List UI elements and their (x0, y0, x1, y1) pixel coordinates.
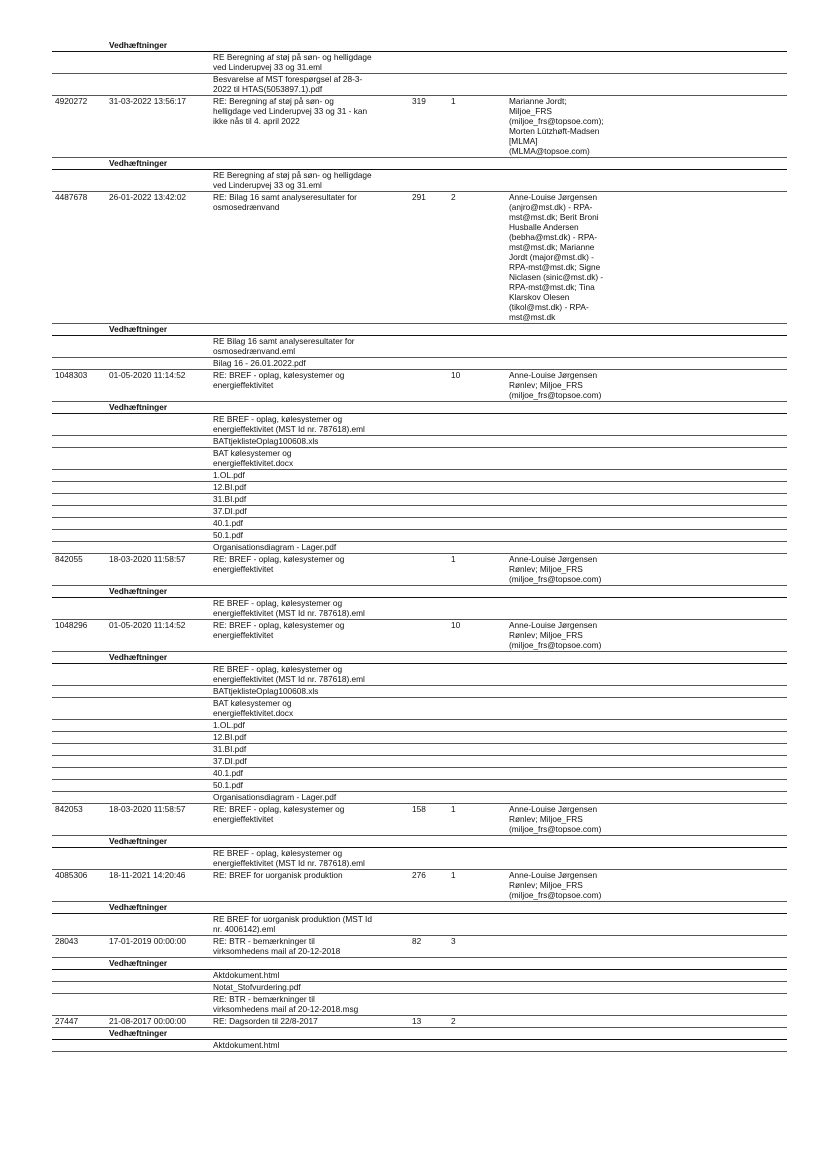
attachment-row (52, 414, 787, 436)
attachment-file[interactable]: Organisationsdiagram - Lager.pdf (213, 792, 337, 802)
message-attachment-count: 1 (451, 96, 456, 106)
attachment-row (52, 970, 787, 982)
attachment-file[interactable]: RE BREF - oplag, kølesystemer og energieffektivitet (MST Id nr. 787618).eml (213, 414, 365, 434)
attachments-header-row (52, 586, 787, 598)
attachment-file[interactable]: 1.OL.pdf (213, 720, 245, 730)
message-date: 01-05-2020 11:14:52 (109, 620, 186, 630)
message-subject[interactable]: RE: BTR - bemærkninger til virksomhedens mail af 20-12-2018 (213, 936, 341, 956)
message-subject[interactable]: RE: BREF - oplag, kølesystemer og energieffektivitet (213, 554, 345, 574)
attachments-label: Vedhæftninger (109, 324, 168, 334)
attachment-row (52, 448, 787, 470)
attachment-file[interactable]: RE Bilag 16 samt analyseresultater for osmosedrænvand.eml (213, 336, 355, 356)
attachment-row (52, 170, 787, 192)
attachments-label: Vedhæftninger (109, 586, 168, 596)
attachments-label: Vedhæftninger (109, 1028, 168, 1038)
message-row (52, 96, 787, 158)
attachment-file[interactable]: 50.1.pdf (213, 530, 243, 540)
message-size: 291 (412, 192, 426, 202)
attachment-row (52, 518, 787, 530)
attachment-file[interactable]: RE Beregning af støj på søn- og helligdage ved Linderupvej 33 og 31.eml (213, 170, 372, 190)
message-subject[interactable]: RE: BREF - oplag, kølesystemer og energieffektivitet (213, 370, 345, 390)
message-recipients: Anne-Louise Jørgensen Rønlev; Miljoe_FRS (miljoe_frs@topsoe.com) (509, 554, 602, 584)
message-date: 26-01-2022 13:42:02 (109, 192, 187, 202)
message-id: 28043 (55, 936, 79, 946)
message-subject[interactable]: RE: Dagsorden til 22/8-2017 (213, 1016, 318, 1026)
attachments-label: Vedhæftninger (109, 902, 168, 912)
message-recipients: Anne-Louise Jørgensen (anjro@mst.dk) - RPA- mst@mst.dk; Berit Broni Husballe Andersen (bebha@mst.dk) - RPA- mst@mst.dk; Marianne Jordt (major@mst.dk) - RPA-mst@mst.dk; Signe Niclasen (sinic@mst.dk) - RPA-mst@mst.dk; Tina Klarskov Olesen (tikol@mst.dk) - RPA- mst@mst.dk (509, 192, 604, 322)
attachment-file[interactable]: 37.DI.pdf (213, 506, 247, 516)
attachment-row (52, 664, 787, 686)
attachment-row (52, 506, 787, 518)
message-date: 21-08-2017 00:00:00 (109, 1016, 187, 1026)
message-size: 319 (412, 96, 426, 106)
attachment-file[interactable]: 12.BI.pdf (213, 732, 247, 742)
message-attachment-count: 2 (451, 192, 456, 202)
attachment-file[interactable]: RE Beregning af støj på søn- og helligdage ved Linderupvej 33 og 31.eml (213, 52, 372, 72)
message-attachment-count: 10 (451, 620, 461, 630)
attachment-file[interactable]: Besvarelse af MST forespørgsel af 28-3- 2022 til HTAS(5053897.1).pdf (213, 74, 363, 94)
attachments-label: Vedhæftninger (109, 402, 168, 412)
attachment-row (52, 336, 787, 358)
attachments-label: Vedhæftninger (109, 958, 168, 968)
attachment-row (52, 52, 787, 74)
attachments-header-row (52, 902, 787, 914)
attachment-row (52, 698, 787, 720)
message-row (52, 1016, 787, 1028)
attachment-file[interactable]: 37.DI.pdf (213, 756, 247, 766)
message-size: 13 (412, 1016, 422, 1026)
message-attachment-count: 2 (451, 1016, 456, 1026)
message-date: 17-01-2019 00:00:00 (109, 936, 187, 946)
attachment-row (52, 744, 787, 756)
attachments-header-row (52, 958, 787, 970)
attachment-file[interactable]: 12.BI.pdf (213, 482, 247, 492)
message-id: 1048296 (55, 620, 88, 630)
attachment-file[interactable]: 40.1.pdf (213, 768, 243, 778)
attachment-row (52, 358, 787, 370)
message-subject[interactable]: RE: Beregning af støj på søn- og helligdage ved Linderupvej 33 og 31 - kan ikke nås til 4. april 2022 (213, 96, 368, 126)
message-id: 842053 (55, 804, 83, 814)
attachment-row (52, 494, 787, 506)
message-date: 18-03-2020 11:58:57 (109, 804, 186, 814)
attachment-row (52, 436, 787, 448)
message-recipients: Anne-Louise Jørgensen Rønlev; Miljoe_FRS (miljoe_frs@topsoe.com) (509, 804, 602, 834)
message-subject[interactable]: RE: BREF - oplag, kølesystemer og energieffektivitet (213, 620, 345, 640)
attachments-header-row (52, 1028, 787, 1040)
attachment-row (52, 780, 787, 792)
attachment-row (52, 768, 787, 780)
attachments-header-row (52, 836, 787, 848)
attachment-file[interactable]: RE: BTR - bemærkninger til virksomhedens mail af 20-12-2018.msg (213, 994, 359, 1014)
message-id: 4487678 (55, 192, 88, 202)
attachment-file[interactable]: 50.1.pdf (213, 780, 243, 790)
attachment-row (52, 598, 787, 620)
message-row (52, 192, 787, 324)
attachment-file[interactable]: BAT kølesystemer og energieffektivitet.docx (213, 698, 294, 718)
attachment-file[interactable]: RE BREF - oplag, kølesystemer og energieffektivitet (MST Id nr. 787618).eml (213, 598, 365, 618)
attachment-file[interactable]: Aktdokument.html (213, 1040, 280, 1050)
attachment-row (52, 1040, 787, 1052)
message-row (52, 620, 787, 652)
attachment-row (52, 994, 787, 1016)
message-date: 18-11-2021 14:20:46 (109, 870, 186, 880)
attachments-header-row (52, 402, 787, 414)
attachment-file[interactable]: RE BREF - oplag, kølesystemer og energieffektivitet (MST Id nr. 787618).eml (213, 848, 365, 868)
attachments-label: Vedhæftninger (109, 836, 168, 846)
journal-table (52, 40, 787, 1052)
message-row (52, 870, 787, 902)
message-recipients: Anne-Louise Jørgensen Rønlev; Miljoe_FRS (miljoe_frs@topsoe.com) (509, 370, 602, 400)
attachment-file[interactable]: RE BREF - oplag, kølesystemer og energieffektivitet (MST Id nr. 787618).eml (213, 664, 365, 684)
attachment-row (52, 732, 787, 744)
message-date: 31-03-2022 13:56:17 (109, 96, 187, 106)
message-date: 01-05-2020 11:14:52 (109, 370, 186, 380)
attachment-file[interactable]: Bilag 16 - 26.01.2022.pdf (213, 358, 306, 368)
attachments-header-row (52, 652, 787, 664)
message-subject[interactable]: RE: BREF for uorganisk produktion (213, 870, 343, 880)
attachments-header-row (52, 40, 787, 52)
attachment-file[interactable]: 1.OL.pdf (213, 470, 245, 480)
attachment-row (52, 530, 787, 542)
message-attachment-count: 1 (451, 870, 456, 880)
attachment-file[interactable]: Aktdokument.html (213, 970, 280, 980)
message-recipients: Marianne Jordt; Miljoe_FRS (miljoe_frs@topsoe.com); Morten Lützhøft-Madsen [MLMA] (MLMA@topsoe.com) (509, 96, 604, 156)
message-id: 4920272 (55, 96, 88, 106)
message-recipients: Anne-Louise Jørgensen Rønlev; Miljoe_FRS (miljoe_frs@topsoe.com) (509, 870, 602, 900)
message-id: 27447 (55, 1016, 79, 1026)
attachment-file[interactable]: BATtjeklisteOplag100608.xls (213, 436, 319, 446)
attachment-row (52, 542, 787, 554)
attachments-label: Vedhæftninger (109, 40, 168, 50)
attachment-file[interactable]: Organisationsdiagram - Lager.pdf (213, 542, 337, 552)
message-row (52, 370, 787, 402)
attachment-row (52, 914, 787, 936)
message-attachment-count: 1 (451, 554, 456, 564)
attachments-label: Vedhæftninger (109, 158, 168, 168)
message-row (52, 804, 787, 836)
attachments-header-row (52, 324, 787, 336)
attachment-row (52, 792, 787, 804)
message-id: 842055 (55, 554, 83, 564)
attachment-file[interactable]: 40.1.pdf (213, 518, 243, 528)
attachment-row (52, 848, 787, 870)
message-attachment-count: 1 (451, 804, 456, 814)
attachments-header-row (52, 158, 787, 170)
message-size: 158 (412, 804, 426, 814)
attachment-file[interactable]: 31.BI.pdf (213, 744, 247, 754)
attachment-row (52, 982, 787, 994)
message-id: 1048303 (55, 370, 88, 380)
attachment-file[interactable]: 31.BI.pdf (213, 494, 247, 504)
message-date: 18-03-2020 11:58:57 (109, 554, 186, 564)
message-subject[interactable]: RE: BREF - oplag, kølesystemer og energieffektivitet (213, 804, 345, 824)
message-subject[interactable]: RE: Bilag 16 samt analyseresultater for osmosedrænvand (213, 192, 357, 212)
attachment-row (52, 756, 787, 768)
message-attachment-count: 3 (451, 936, 456, 946)
attachments-label: Vedhæftninger (109, 652, 168, 662)
attachment-file[interactable]: BATtjeklisteOplag100608.xls (213, 686, 319, 696)
attachment-file[interactable]: BAT kølesystemer og energieffektivitet.docx (213, 448, 294, 468)
message-row (52, 554, 787, 586)
message-attachment-count: 10 (451, 370, 461, 380)
attachment-row (52, 74, 787, 96)
attachment-row (52, 720, 787, 732)
attachment-row (52, 482, 787, 494)
message-id: 4085306 (55, 870, 88, 880)
message-size: 276 (412, 870, 426, 880)
attachment-file[interactable]: Notat_Stofvurdering.pdf (213, 982, 301, 992)
message-size: 82 (412, 936, 422, 946)
attachment-file[interactable]: RE BREF for uorganisk produktion (MST Id nr. 4006142).eml (213, 914, 372, 934)
message-row (52, 936, 787, 958)
attachment-row (52, 686, 787, 698)
message-recipients: Anne-Louise Jørgensen Rønlev; Miljoe_FRS (miljoe_frs@topsoe.com) (509, 620, 602, 650)
attachment-row (52, 470, 787, 482)
